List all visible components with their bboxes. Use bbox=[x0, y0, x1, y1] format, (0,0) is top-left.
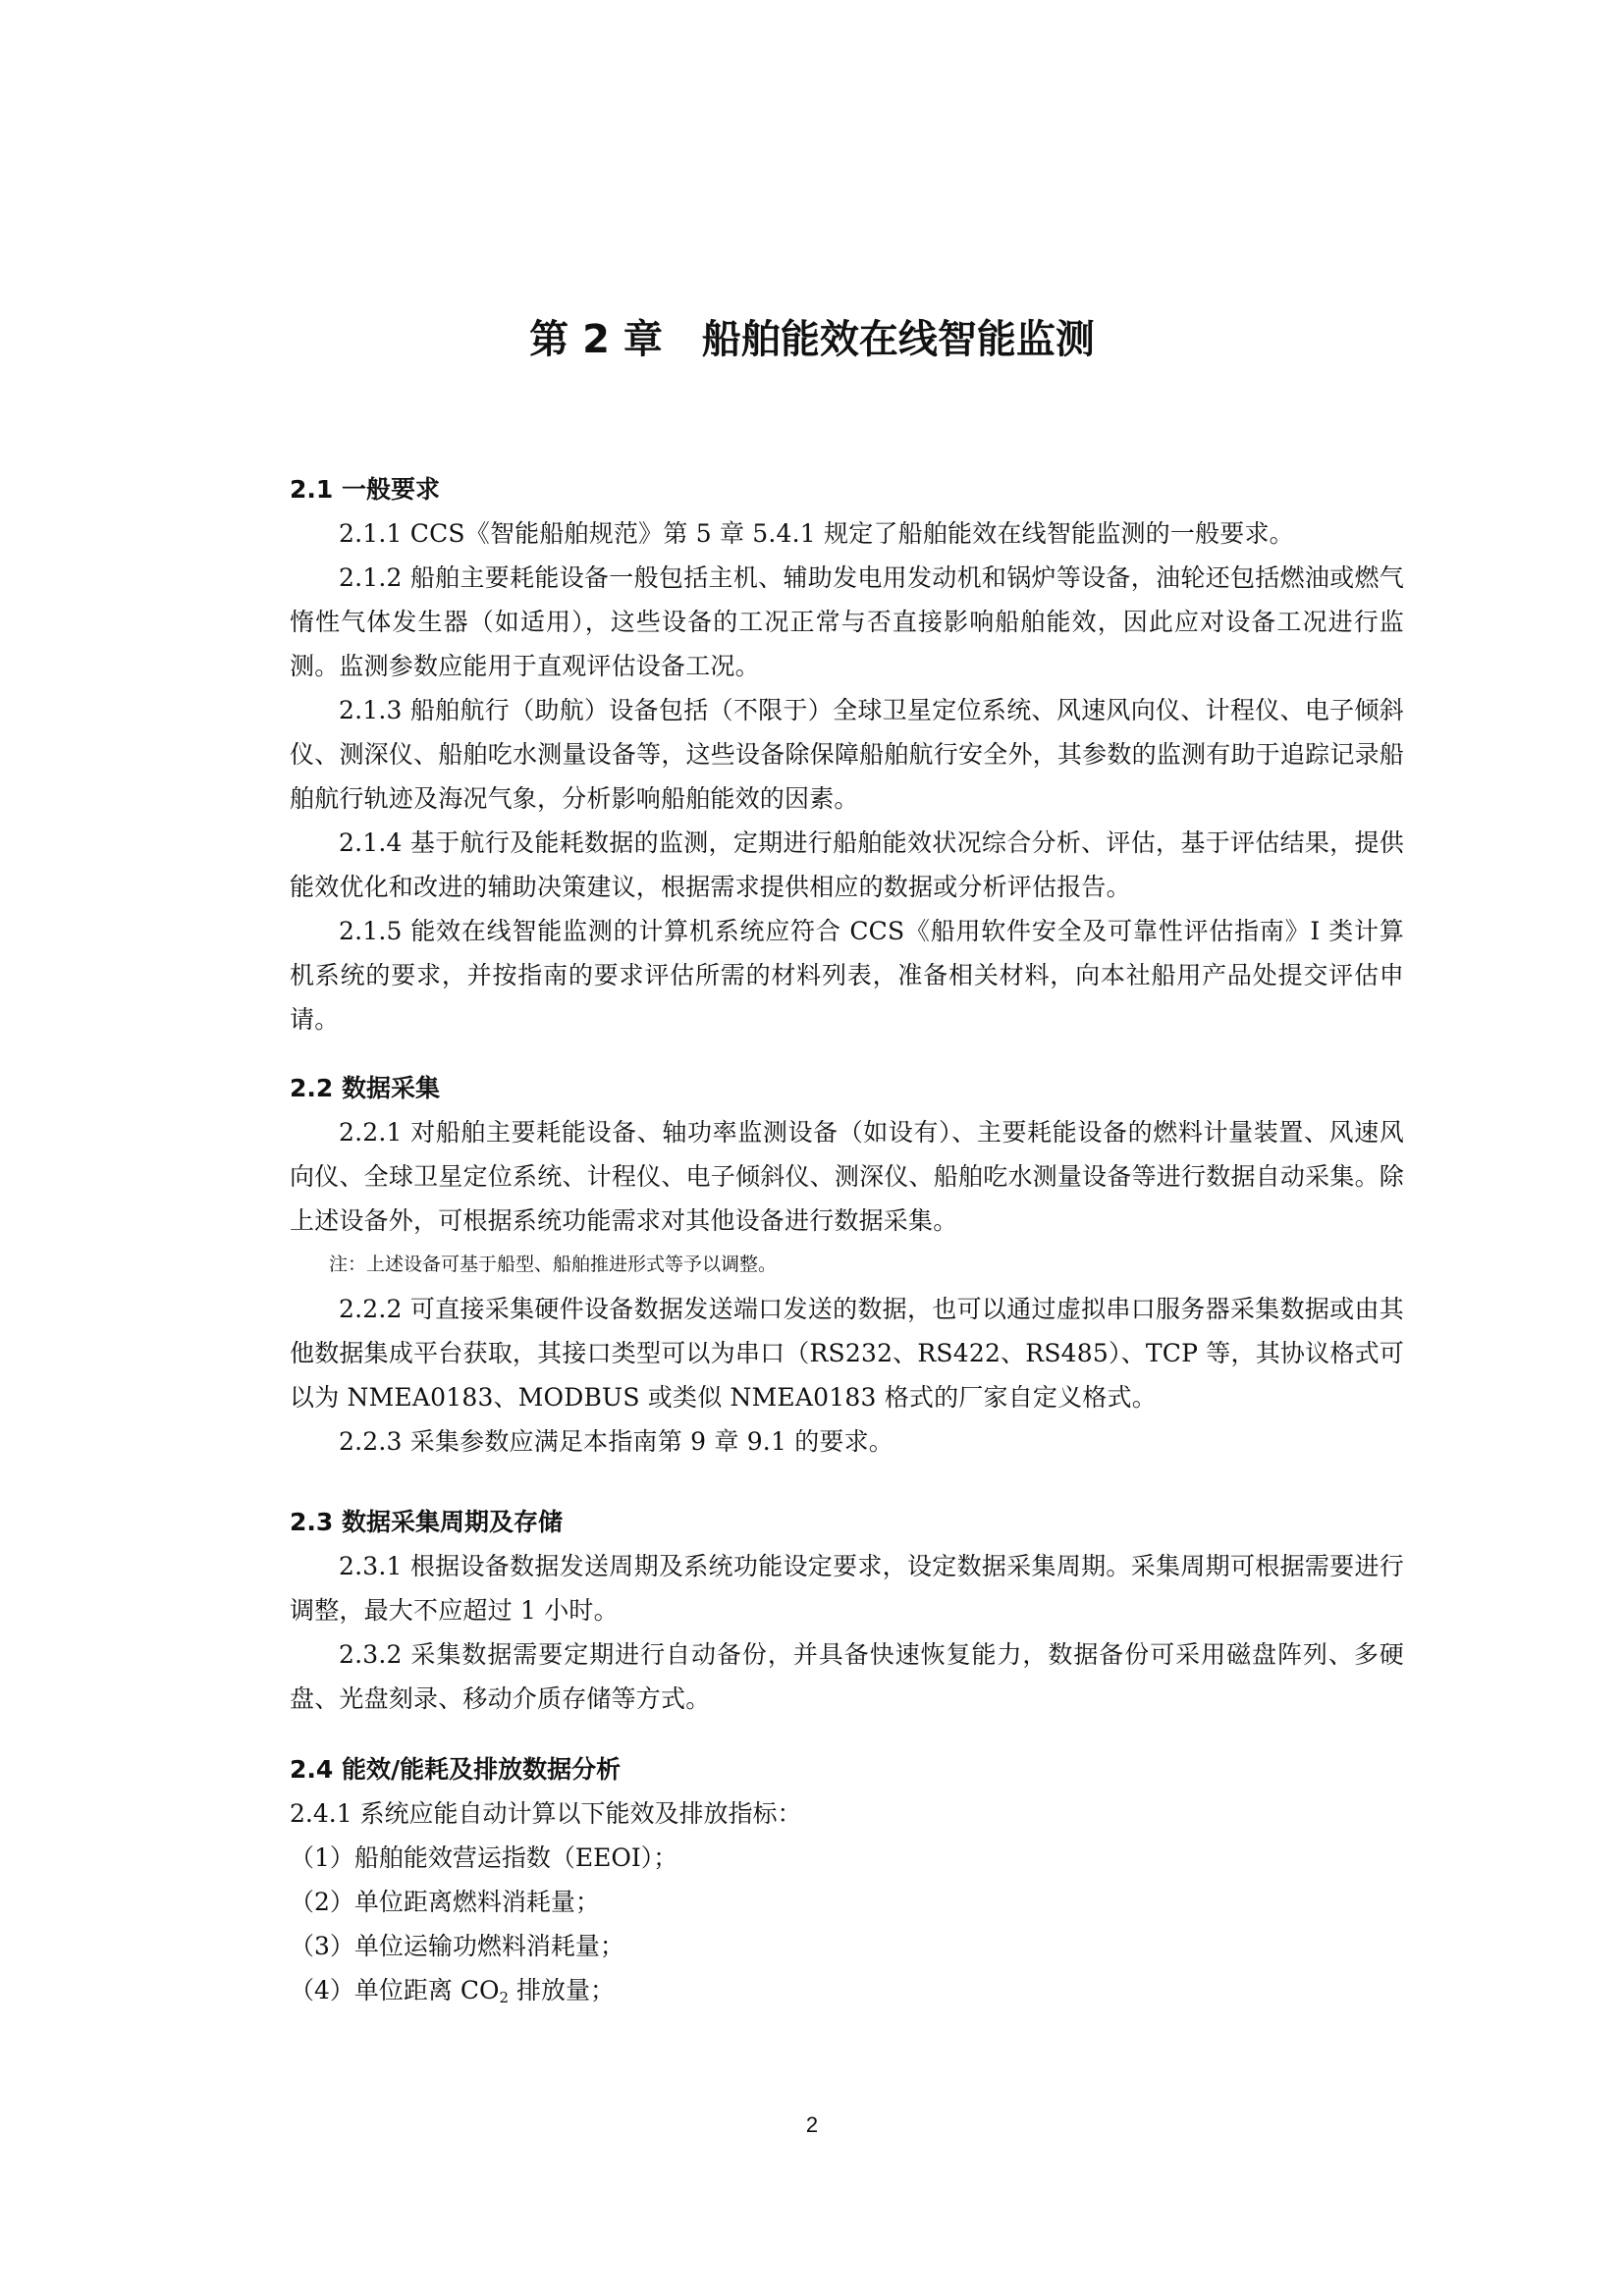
paragraph-2-3-2 bbox=[290, 1632, 1404, 1721]
section-2-3 bbox=[290, 1500, 1404, 1721]
paragraph-2-1-5 bbox=[290, 909, 1404, 1041]
paragraph-2-1-4 bbox=[290, 821, 1404, 909]
paragraph-text: 2.1.5 能效在线智能监测的计算机系统应符合 CCS《船用软件安全及可靠性评估指南》I 类计算机系统的要求，并按指南的要求评估所需的材料列表，准备相关材料，向本社船用产品处提交评估申请。 bbox=[290, 917, 1404, 1034]
paragraph-text: 2.1.3 船舶航行（助航）设备包括（不限于）全球卫星定位系统、风速风向仪、计程仪、电子倾斜仪、测深仪、船舶吃水测量设备等，这些设备除保障船舶航行安全外，其参数的监测有助于追踪记录船舶航行轨迹及海况气象，分析影响船舶能效的因素。 bbox=[290, 696, 1404, 813]
paragraph-2-4-1: 2.4.1 系统应能自动计算以下能效及排放指标： bbox=[290, 1799, 802, 1828]
list-item-text: （4）单位距离 CO bbox=[290, 1976, 500, 2004]
paragraph-text: 2.2.2 可直接采集硬件设备数据发送端口发送的数据，也可以通过虚拟串口服务器采集数据或由其他数据集成平台获取，其接口类型可以为串口（RS232、RS422、RS485）、TCP 等，其协议格式可以为 NMEA0183、MODBUS 或类似 NMEA0183 格式的厂家自定义格式。 bbox=[290, 1295, 1404, 1412]
section-2-2 bbox=[290, 1066, 1404, 1464]
paragraph-text: 2.1.1 CCS《智能船舶规范》第 5 章 5.4.1 规定了船舶能效在线智能监测的一般要求。 bbox=[339, 519, 1294, 548]
list-item bbox=[290, 1968, 1404, 2012]
paragraph-text: 2.3.2 采集数据需要定期进行自动备份，并具备快速恢复能力，数据备份可采用磁盘阵列、多硬盘、光盘刻录、移动介质存储等方式。 bbox=[290, 1640, 1404, 1713]
paragraph-2-1-2 bbox=[290, 556, 1404, 688]
paragraph-2-1-3 bbox=[290, 688, 1404, 821]
paragraph-text: 2.3.1 根据设备数据发送周期及系统功能设定要求，设定数据采集周期。采集周期可根据需要进行调整，最大不应超过 1 小时。 bbox=[290, 1552, 1404, 1625]
list-item: （1）船舶能效营运指数（EEOI）； bbox=[290, 1843, 678, 1872]
page-number: 2 bbox=[805, 2112, 819, 2137]
list-item-text: 排放量； bbox=[509, 1976, 615, 2004]
paragraph-text: 2.2.3 采集参数应满足本指南第 9 章 9.1 的要求。 bbox=[339, 1427, 894, 1456]
section-heading: 2.1 一般要求 bbox=[290, 475, 440, 504]
paragraph-2-2-2 bbox=[290, 1287, 1404, 1419]
paragraph-2-2-3 bbox=[290, 1419, 1404, 1464]
section-2-1 bbox=[290, 467, 1404, 1041]
paragraph-2-3-1 bbox=[290, 1544, 1404, 1632]
section-heading: 2.4 能效/能耗及排放数据分析 bbox=[290, 1755, 622, 1784]
paragraph-text: 2.1.2 船舶主要耗能设备一般包括主机、辅助发电用发动机和锅炉等设备，油轮还包括燃油或燃气惰性气体发生器（如适用），这些设备的工况正常与否直接影响船舶能效，因此应对设备工况进行监测。监测参数应能用于直观评估设备工况。 bbox=[290, 563, 1404, 680]
section-heading: 2.3 数据采集周期及存储 bbox=[290, 1508, 563, 1536]
subscript: 2 bbox=[499, 1989, 510, 2006]
section-heading: 2.2 数据采集 bbox=[290, 1074, 440, 1102]
chapter-title-text: 船舶能效在线智能监测 bbox=[701, 317, 1095, 362]
paragraph-text: 2.2.1 对船舶主要耗能设备、轴功率监测设备（如设有）、主要耗能设备的燃料计量装置、风速风向仪、全球卫星定位系统、计程仪、电子倾斜仪、测深仪、船舶吃水测量设备等进行数据自动采集。除上述设备外，可根据系统功能需求对其他设备进行数据采集。 bbox=[290, 1118, 1404, 1235]
chapter-title bbox=[0, 312, 1624, 367]
list-item: （3）单位运输功燃料消耗量； bbox=[290, 1932, 624, 1960]
paragraph-text: 2.1.4 基于航行及能耗数据的监测，定期进行船舶能效状况综合分析、评估，基于评估结果，提供能效优化和改进的辅助决策建议，根据需求提供相应的数据或分析评估报告。 bbox=[290, 828, 1404, 901]
note: 注：上述设备可基于船型、船舶推进形式等予以调整。 bbox=[329, 1254, 778, 1275]
chapter-number: 第 2 章 bbox=[529, 317, 663, 362]
section-2-4 bbox=[290, 1747, 1404, 2012]
paragraph-2-1-1 bbox=[290, 511, 1404, 556]
list-item: （2）单位距离燃料消耗量； bbox=[290, 1888, 600, 1916]
paragraph-2-2-1 bbox=[290, 1110, 1404, 1243]
